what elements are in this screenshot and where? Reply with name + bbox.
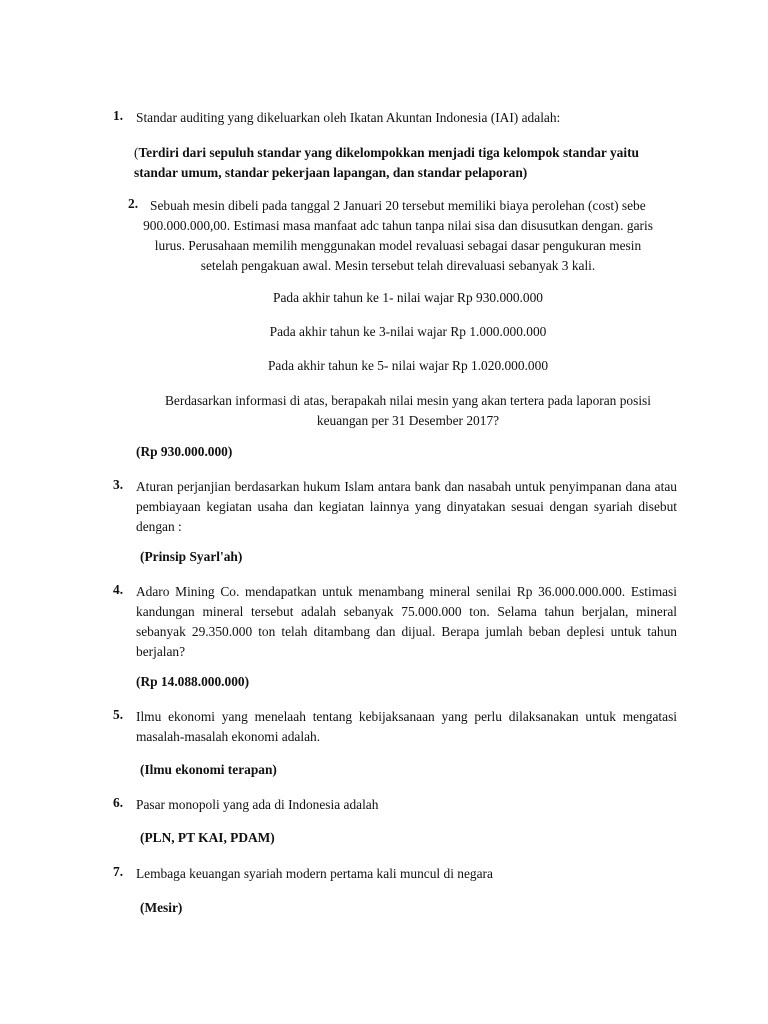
q3-answer: (Prinsip Syarl'ah) — [140, 549, 243, 564]
q7-answer: (Mesir) — [140, 900, 183, 915]
q2-prompt-line-2: keuangan per 31 Desember 2017? — [316, 413, 500, 428]
q2-line-4: setelah pengakuan awal. Mesin tersebut telah direvaluasi sebanyak 3 kali. — [200, 258, 596, 273]
q1-answer-text: Terdiri dari sepuluh standar yang dikelompokkan menjadi tiga kelompok standar yaitu standar umum, standar pekerjaan lapangan, dan standar pelaporan) — [134, 145, 639, 180]
q2-line-2: 900.000.000,00. Estimasi masa manfaat adc tahun tanpa nilai sisa dan disusutkan dengan. garis — [143, 218, 653, 233]
q6-number: 6. — [113, 795, 124, 810]
q3-question: Aturan perjanjian berdasarkan hukum Islam antara bank dan nasabah untuk penyimpanan dana atau pembiayaan kegiatan usaha dan kegiatan lainnya yang dinyatakan sesuai dengan syariah disebut dengan : — [136, 479, 677, 534]
q5-question: Ilmu ekonomi yang menelaah tentang kebijaksanaan yang perlu dilaksanakan untuk mengatasi masalah-masalah ekonomi adalah. — [136, 709, 677, 744]
q2-prompt-line-1: Berdasarkan informasi di atas, berapakah nilai mesin yang akan tertera pada laporan posisi — [165, 393, 651, 408]
q2-answer: (Rp 930.000.000) — [136, 444, 233, 459]
q1-answer-open: ( — [134, 145, 139, 160]
q4-number: 4. — [113, 582, 124, 597]
q1-question: Standar auditing yang dikeluarkan oleh Ikatan Akuntan Indonesia (IAI) adalah: — [136, 110, 561, 125]
q2-valuation-3: Pada akhir tahun ke 5- nilai wajar Rp 1.020.000.000 — [267, 358, 549, 373]
q6-question: Pasar monopoli yang ada di Indonesia adalah — [136, 797, 379, 812]
q4-answer: (Rp 14.088.000.000) — [136, 674, 250, 689]
q5-number: 5. — [113, 707, 124, 722]
q4-question: Adaro Mining Co. mendapatkan untuk menambang mineral senilai Rp 36.000.000.000. Estimasi kandungan mineral tersebut adalah sebanyak 75.000.000 ton. Selama tahun berjalan, mineral sebanyak 29.350.000 ton telah ditambang dan dijual. Berapa jumlah beban deplesi untuk tahun berjalan? — [136, 584, 677, 659]
q1-answer — [134, 143, 668, 183]
q5-answer: (Ilmu ekonomi terapan) — [140, 762, 277, 777]
q1-number: 1. — [113, 108, 124, 123]
q3-number: 3. — [113, 477, 124, 492]
q7-number: 7. — [113, 864, 124, 879]
q6-answer: (PLN, PT KAI, PDAM) — [140, 830, 275, 845]
q2-line-3: lurus. Perusahaan memilih menggunakan model revaluasi sebagai dasar pengukuran mesin — [154, 238, 642, 253]
q2-valuation-1: Pada akhir tahun ke 1- nilai wajar Rp 930.000.000 — [273, 290, 543, 305]
q7-question: Lembaga keuangan syariah modern pertama kali muncul di negara — [136, 866, 493, 881]
q2-line-1: Sebuah mesin dibeli pada tanggal 2 Januari 20 tersebut memiliki biaya perolehan (cost) sebe — [150, 198, 646, 213]
q2-number: 2. — [128, 196, 139, 211]
q2-valuation-2: Pada akhir tahun ke 3-nilai wajar Rp 1.000.000.000 — [269, 324, 547, 339]
